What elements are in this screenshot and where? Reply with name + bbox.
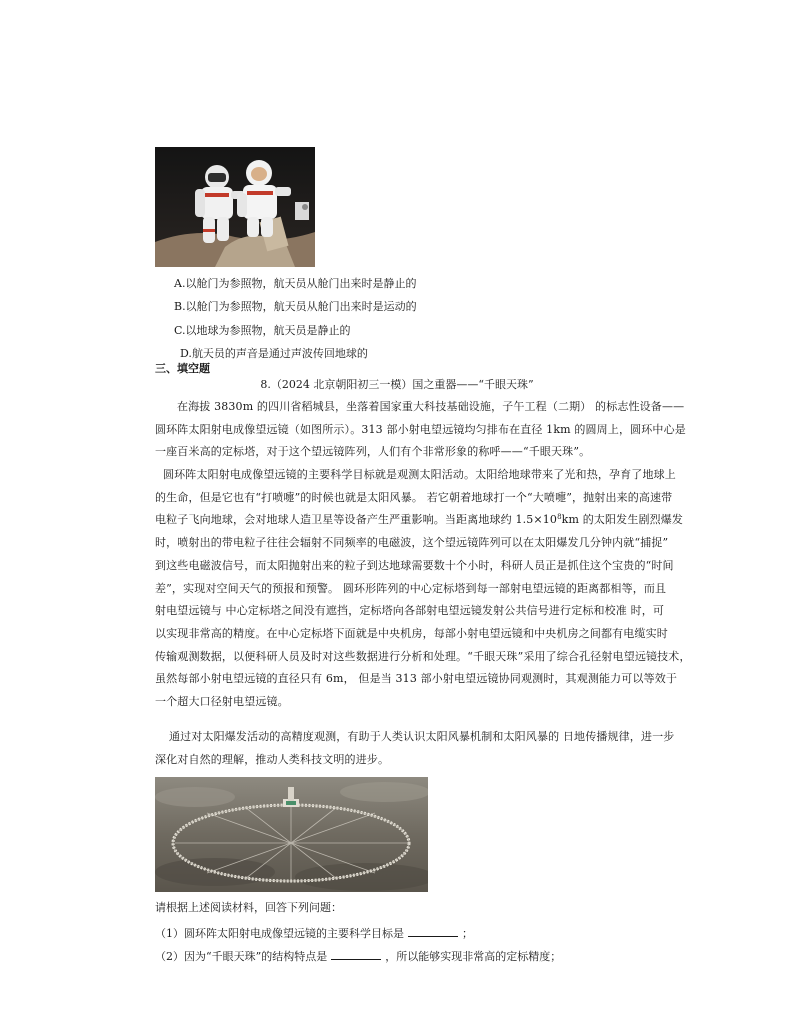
paragraph-line: 虽然每部小射电望远镜的直径只有 6m， 但是当 313 部小射电望远镜协同观测时，其观测能力可以等效于 — [155, 672, 678, 686]
paragraph-line: 一座百米高的定标塔，对于这个望远镜阵列，人们有个非常形象的称呼——“千眼天珠”。 — [155, 445, 591, 459]
option-letter: D. — [180, 347, 192, 360]
sub-question-text: （2）因为“千眼天珠”的结构特点是 — [155, 950, 328, 963]
paragraph-line: 一个超大口径射电望远镜。 — [155, 695, 289, 709]
option-text: 以地球为参照物，航天员是静止的 — [185, 324, 351, 337]
paragraph-text: 电粒子飞向地球，会对地球人造卫星等设备产生严重影响。当距离地球约 1.5×10 — [155, 513, 558, 527]
paragraph-line: 时，喷射出的带电粒子往往会辐射不同频率的电磁波，这个望远镜阵列可以在太阳爆发几分钟内就“捕捉” — [155, 536, 669, 550]
sub-question-2 — [155, 948, 561, 964]
option-letter: A. — [174, 277, 186, 290]
paragraph-line: 的生命，但是它也有“打喷嚏”的时候也就是太阳风暴。 若它朝着地球打一个“大喷嚏”，抛射出来的高速带 — [155, 490, 673, 504]
section-heading: 三、填空题 — [155, 362, 210, 375]
paragraph-line: 在海拔 3830m 的四川省稻城县，坐落着国家重大科技基础设施，子午工程（二期） 的标志性设备—— — [177, 400, 685, 413]
paragraph-line: 差”，实现对空间天气的预报和预警。 圆环形阵列的中心定标塔到每一部射电望远镜的距离都相等，而且 — [155, 581, 667, 595]
option-b — [174, 300, 417, 314]
option-letter: C. — [174, 324, 186, 337]
option-a — [174, 277, 416, 291]
paragraph-line: 深化对自然的理解，推动人类科技文明的进步。 — [155, 752, 390, 766]
sub-question-text: ； — [462, 927, 473, 940]
sub-question-1 — [155, 925, 473, 941]
paragraph-line: 圆环阵太阳射电成像望远镜的主要科学目标就是观测太阳活动。太阳给地球带来了光和热，孕育了地球上 — [163, 468, 676, 481]
sub-question-text: ，所以能够实现非常高的定标精度； — [385, 950, 562, 963]
paragraph-text: km 的太阳发生剧烈爆发 — [561, 513, 684, 527]
option-d — [180, 347, 368, 361]
answer-blank-2[interactable] — [331, 948, 381, 960]
paragraph-line: 到这些电磁波信号，而太阳抛射出来的粒子到达地球需要数十个小时，科研人员正是抓住这个宝贵的“时间 — [155, 558, 674, 572]
paragraph-line: 传输观测数据，以便科研人员及时对这些数据进行分析和处理。“千眼天珠”采用了综合孔径射电望远镜技术， — [155, 649, 691, 663]
question-prompt: 请根据上述阅读材料，回答下列问题： — [155, 901, 342, 914]
paragraph-line: 射电望远镜与 中心定标塔之间没有遮挡，定标塔向各部射电望远镜发射公共信号进行定标和校准 时，可 — [155, 604, 665, 618]
question-title: 8.（2024 北京朝阳初三一模）国之重器——“千眼天珠” — [260, 378, 534, 391]
telescope-array-photo — [155, 777, 428, 892]
option-text: 以舱门为参照物，航天员从舱门出来时是静止的 — [185, 277, 417, 290]
astronaut-photo — [155, 147, 315, 267]
option-letter: B. — [174, 300, 186, 313]
paragraph-line — [155, 509, 684, 532]
paragraph-line: 以实现非常高的精度。在中心定标塔下面就是中央机房，每部小射电望远镜和中央机房之间都有电缆实时 — [155, 626, 668, 640]
paragraph-1 — [155, 396, 686, 464]
paragraph-line: 圆环阵太阳射电成像望远镜（如图所示）。313 部小射电望远镜均匀排布在直径 1km 的圆周上，圆环中心是 — [155, 422, 686, 436]
option-text: 以舱门为参照物，航天员从舱门出来时是运动的 — [185, 300, 417, 313]
option-text: 航天员的声音是通过声波传回地球的 — [191, 347, 368, 360]
sub-question-text: （1）圆环阵太阳射电成像望远镜的主要科学目标是 — [155, 927, 404, 940]
paragraph-3 — [155, 726, 675, 771]
exponent: 8 — [557, 513, 562, 522]
paragraph-line: 通过对太阳爆发活动的高精度观测，有助于人类认识太阳风暴机制和太阳风暴的 日地传播规律，进一步 — [169, 730, 675, 743]
answer-blank-1[interactable] — [408, 925, 458, 937]
paragraph-2 — [155, 464, 691, 714]
option-c — [174, 324, 351, 338]
